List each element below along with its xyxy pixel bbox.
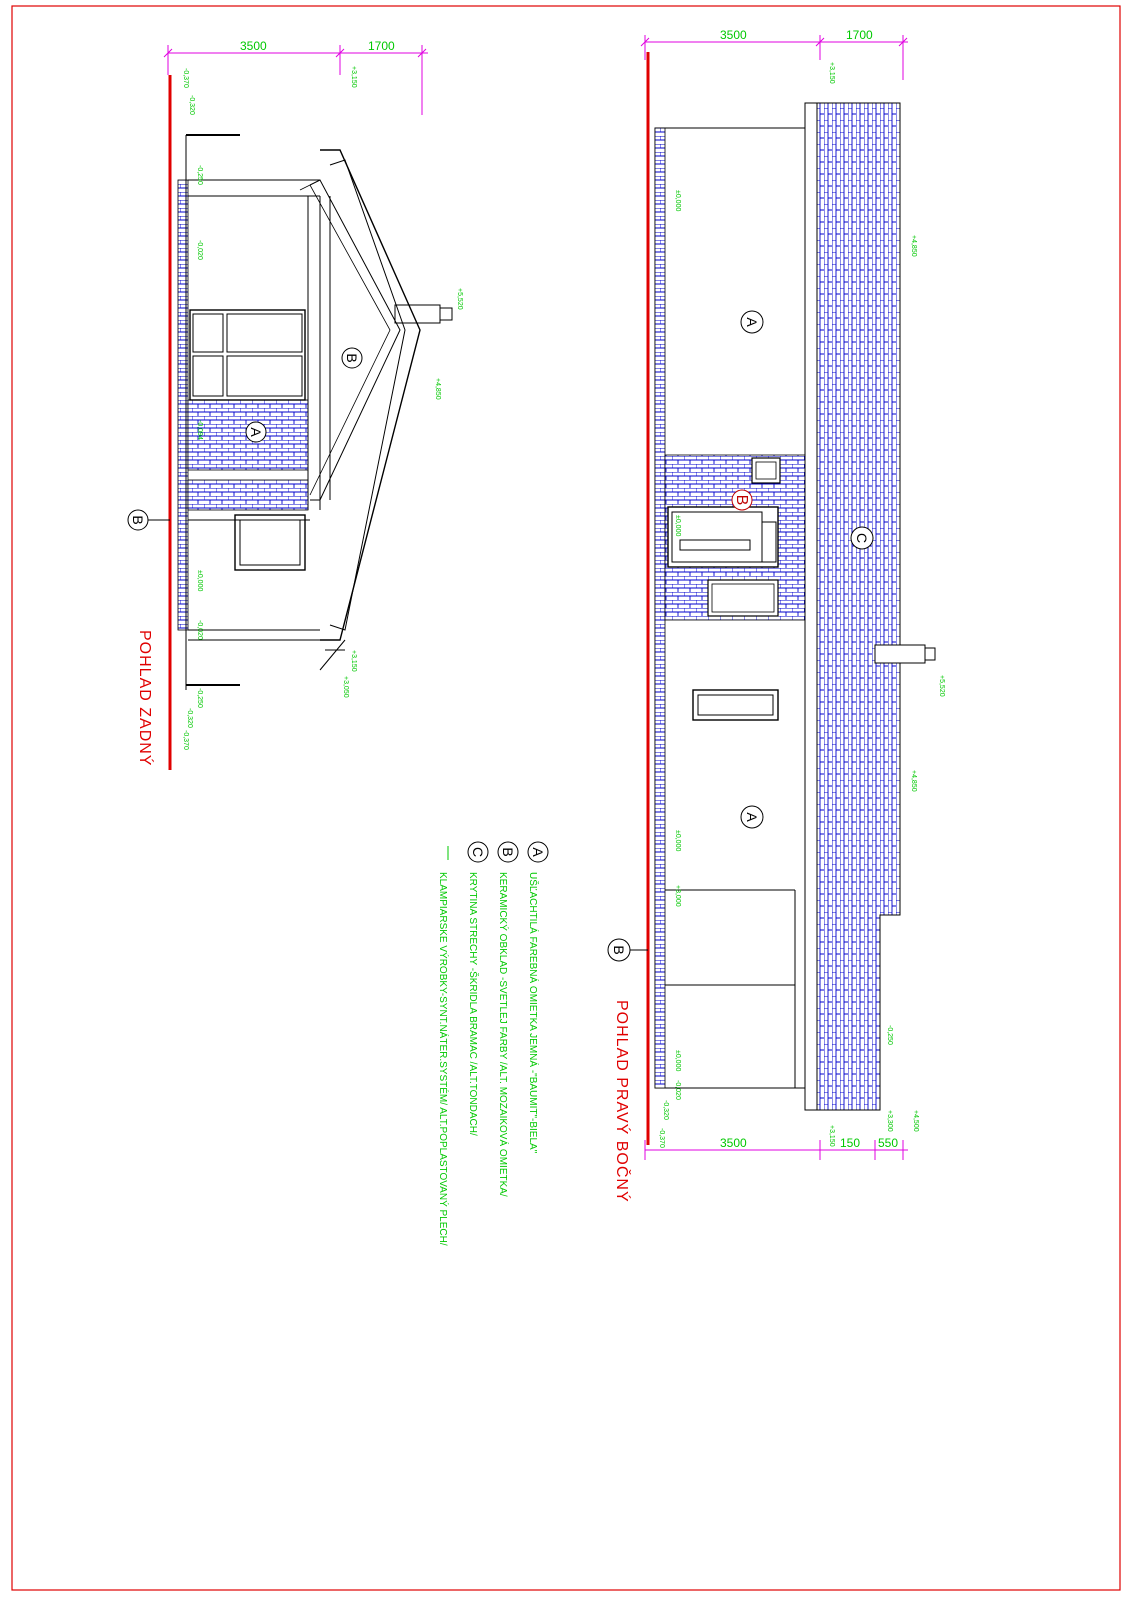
svg-text:-0,370: -0,370 (182, 68, 189, 88)
side-chimney (875, 645, 925, 663)
rear-view-title: POHLAD ZADNÝ (136, 630, 153, 767)
svg-text:+3,300: +3,300 (886, 1110, 893, 1132)
svg-text:+4,850: +4,850 (910, 235, 917, 257)
side-elevation (608, 28, 945, 1203)
rear-window-small (235, 515, 305, 570)
svg-text:+4,850: +4,850 (434, 378, 441, 400)
svg-text:+5,520: +5,520 (456, 288, 463, 310)
svg-text:-0,020: -0,020 (196, 240, 203, 260)
svg-text:-0,370: -0,370 (182, 730, 189, 750)
svg-text:±0,000: ±0,000 (196, 570, 203, 592)
rear-window-large (190, 310, 305, 400)
side-dim-top-1700: 1700 (846, 28, 873, 42)
svg-text:+3,150: +3,150 (828, 1125, 835, 1147)
side-dim-top-3500: 3500 (720, 28, 747, 42)
svg-text:-0,250: -0,250 (886, 1025, 893, 1045)
svg-text:±0,000: ±0,000 (674, 190, 681, 212)
side-marker-c: C (854, 532, 870, 544)
svg-text:±0,000: ±0,000 (674, 830, 681, 852)
svg-text:+4,500: +4,500 (912, 1110, 919, 1132)
svg-text:-0,020: -0,020 (674, 1080, 681, 1100)
svg-text:-0,020: -0,020 (196, 620, 203, 640)
side-view-title: POHLAD PRAVÝ BOČNÝ (613, 1000, 630, 1203)
svg-text:-0,094: -0,094 (196, 420, 203, 440)
side-roof-tiles (817, 103, 900, 1110)
svg-text:+4,850: +4,850 (910, 770, 917, 792)
svg-text:-0,320: -0,320 (188, 95, 195, 115)
rear-dim-1700: 1700 (368, 39, 395, 53)
rear-section-marker: B (130, 515, 146, 525)
svg-text:-0,250: -0,250 (196, 688, 203, 708)
svg-text:±0,000: ±0,000 (674, 1050, 681, 1072)
svg-text:-0,320: -0,320 (662, 1100, 669, 1120)
legend-text-a: UŠĽACHTILÁ FAREBNÁ OMIETKA JEMNÁ -"BAUMIT"-BIELA" (527, 872, 538, 1154)
side-roof-fascia (805, 103, 817, 1110)
legend-text-klampiar: KLAMPIARSKE VÝROBKY-SYNT.NÁTER.SYSTÉM/ ALT.POPLASTOVANÝ PLECH/ (437, 872, 448, 1246)
svg-text:+3,150: +3,150 (350, 66, 357, 88)
rear-elevation (128, 39, 463, 770)
legend-code-a: A (530, 847, 546, 857)
svg-text:+3,150: +3,150 (350, 650, 357, 672)
legend-text-c: KRYTINA STRECHY -ŠKRIDLA BRAMAC /ALT.TONDACH/ (467, 872, 478, 1136)
svg-text:+3,150: +3,150 (828, 62, 835, 84)
svg-text:-0,320: -0,320 (186, 708, 193, 728)
rear-marker-b: B (344, 353, 360, 363)
side-marker-a-bottom: A (744, 812, 760, 822)
side-section-marker: B (611, 945, 627, 955)
legend-code-c: C (470, 846, 486, 858)
svg-text:±0,000: ±0,000 (674, 515, 681, 537)
side-window-entrance-bottom (708, 580, 778, 616)
svg-text:-0,250: -0,250 (196, 165, 203, 185)
legend-text-b: KERAMICKÝ OBKLAD -SVETLEJ FARBY /ALT. MOZAIKOVÁ OMIETKA/ (497, 872, 508, 1197)
legend-code-b: B (500, 847, 516, 857)
rear-marker-a: A (248, 427, 264, 437)
side-marker-a-top: A (744, 317, 760, 327)
side-marker-b: B (733, 494, 750, 506)
side-dim-bottom-150: 150 (840, 1136, 861, 1150)
svg-text:+5,520: +5,520 (938, 675, 945, 697)
side-dim-bottom-550: 550 (878, 1136, 899, 1150)
svg-text:-0,370: -0,370 (658, 1128, 665, 1148)
rear-dim-3500: 3500 (240, 39, 267, 53)
legend (437, 842, 548, 1246)
rear-roof-outline (320, 150, 420, 640)
svg-text:+3,050: +3,050 (342, 676, 349, 698)
side-dim-bottom-3500: 3500 (720, 1136, 747, 1150)
side-plinth-tiles (655, 128, 665, 1088)
svg-text:+3,000: +3,000 (674, 885, 681, 907)
